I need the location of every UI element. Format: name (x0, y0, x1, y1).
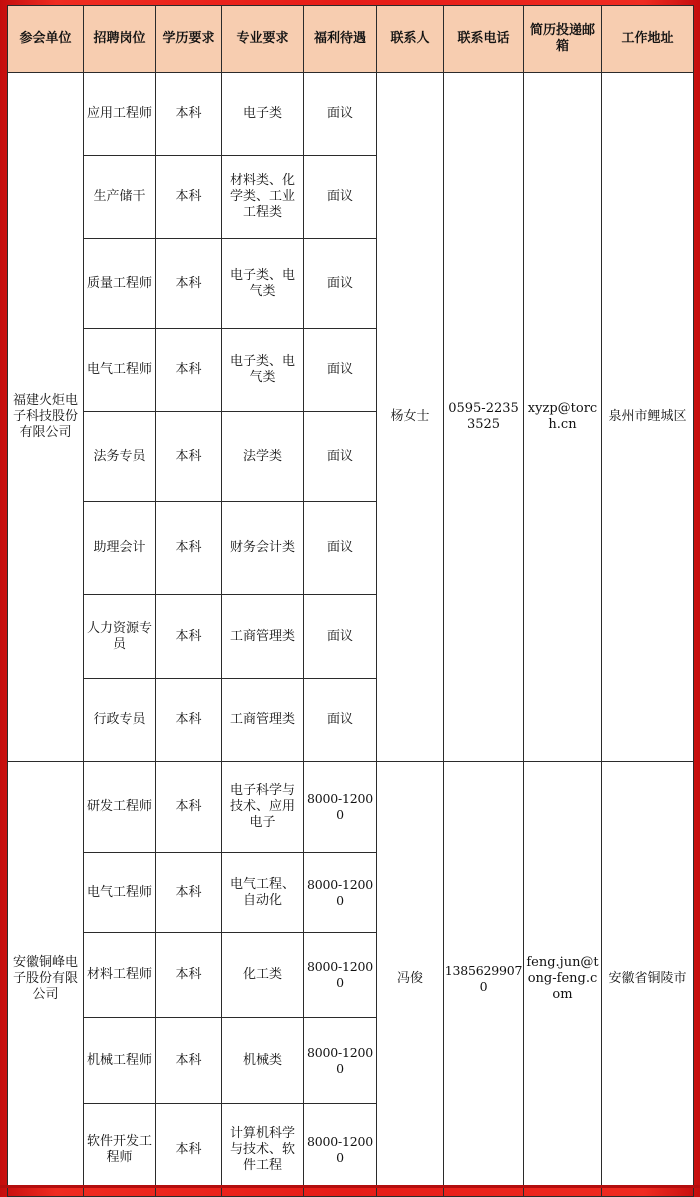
header-contact: 联系人 (377, 6, 444, 73)
job-major: 财务会计类 (222, 502, 304, 595)
job-education: 本科 (156, 412, 222, 502)
header-company: 参会单位 (8, 6, 84, 73)
job-major: 工商管理类 (222, 595, 304, 679)
job-position: 软件开发工程师 (84, 1104, 156, 1197)
job-education: 本科 (156, 329, 222, 412)
header-phone: 联系电话 (444, 6, 524, 73)
job-position: 人力资源专员 (84, 595, 156, 679)
job-major: 电子类 (222, 73, 304, 156)
job-major: 法学类 (222, 412, 304, 502)
job-education: 本科 (156, 1018, 222, 1104)
work-location: 安徽省铜陵市 (602, 762, 694, 1197)
job-major: 材料类、化学类、工业工程类 (222, 156, 304, 239)
company-name: 安徽铜峰电子股份有限公司 (8, 762, 84, 1197)
job-position: 电气工程师 (84, 329, 156, 412)
contact-person: 杨女士 (377, 73, 444, 762)
job-benefits: 面议 (304, 239, 377, 329)
job-benefits: 8000-12000 (304, 933, 377, 1018)
header-email: 简历投递邮箱 (524, 6, 602, 73)
job-education: 本科 (156, 156, 222, 239)
job-position: 研发工程师 (84, 762, 156, 853)
job-education: 本科 (156, 679, 222, 762)
job-education: 本科 (156, 853, 222, 933)
recruitment-sheet (7, 5, 693, 1185)
job-position: 助理会计 (84, 502, 156, 595)
table-row (8, 73, 694, 156)
recruitment-table (7, 5, 694, 1197)
job-position: 应用工程师 (84, 73, 156, 156)
job-major: 电气工程、自动化 (222, 853, 304, 933)
job-benefits: 面议 (304, 412, 377, 502)
job-education: 本科 (156, 239, 222, 329)
job-position: 电气工程师 (84, 853, 156, 933)
job-major: 化工类 (222, 933, 304, 1018)
job-education: 本科 (156, 595, 222, 679)
job-position: 行政专员 (84, 679, 156, 762)
job-education: 本科 (156, 73, 222, 156)
work-location: 泉州市鲤城区 (602, 73, 694, 762)
job-position: 质量工程师 (84, 239, 156, 329)
resume-email: xyzp@torch.cn (524, 73, 602, 762)
job-benefits: 面议 (304, 502, 377, 595)
header-location: 工作地址 (602, 6, 694, 73)
company-name: 福建火炬电子科技股份有限公司 (8, 73, 84, 762)
job-benefits: 面议 (304, 679, 377, 762)
header-position: 招聘岗位 (84, 6, 156, 73)
header-major: 专业要求 (222, 6, 304, 73)
job-benefits: 面议 (304, 329, 377, 412)
job-position: 材料工程师 (84, 933, 156, 1018)
job-major: 工商管理类 (222, 679, 304, 762)
contact-person: 冯俊 (377, 762, 444, 1197)
job-major: 电子科学与技术、应用电子 (222, 762, 304, 853)
contact-phone: 0595-22353525 (444, 73, 524, 762)
job-education: 本科 (156, 502, 222, 595)
job-major: 电子类、电气类 (222, 239, 304, 329)
job-position: 法务专员 (84, 412, 156, 502)
job-benefits: 面议 (304, 156, 377, 239)
job-benefits: 8000-12000 (304, 762, 377, 853)
job-education: 本科 (156, 1104, 222, 1197)
job-major: 电子类、电气类 (222, 329, 304, 412)
job-education: 本科 (156, 762, 222, 853)
job-education: 本科 (156, 933, 222, 1018)
job-major: 机械类 (222, 1018, 304, 1104)
job-position: 生产储干 (84, 156, 156, 239)
job-benefits: 8000-12000 (304, 1104, 377, 1197)
job-benefits: 面议 (304, 73, 377, 156)
header-benefits: 福利待遇 (304, 6, 377, 73)
job-benefits: 8000-12000 (304, 853, 377, 933)
resume-email: feng.jun@tong-feng.com (524, 762, 602, 1197)
job-benefits: 面议 (304, 595, 377, 679)
header-education: 学历要求 (156, 6, 222, 73)
table-header-row (8, 6, 694, 73)
table-row (8, 762, 694, 853)
job-position: 机械工程师 (84, 1018, 156, 1104)
job-major: 计算机科学与技术、软件工程 (222, 1104, 304, 1197)
contact-phone: 13856299070 (444, 762, 524, 1197)
job-benefits: 8000-12000 (304, 1018, 377, 1104)
